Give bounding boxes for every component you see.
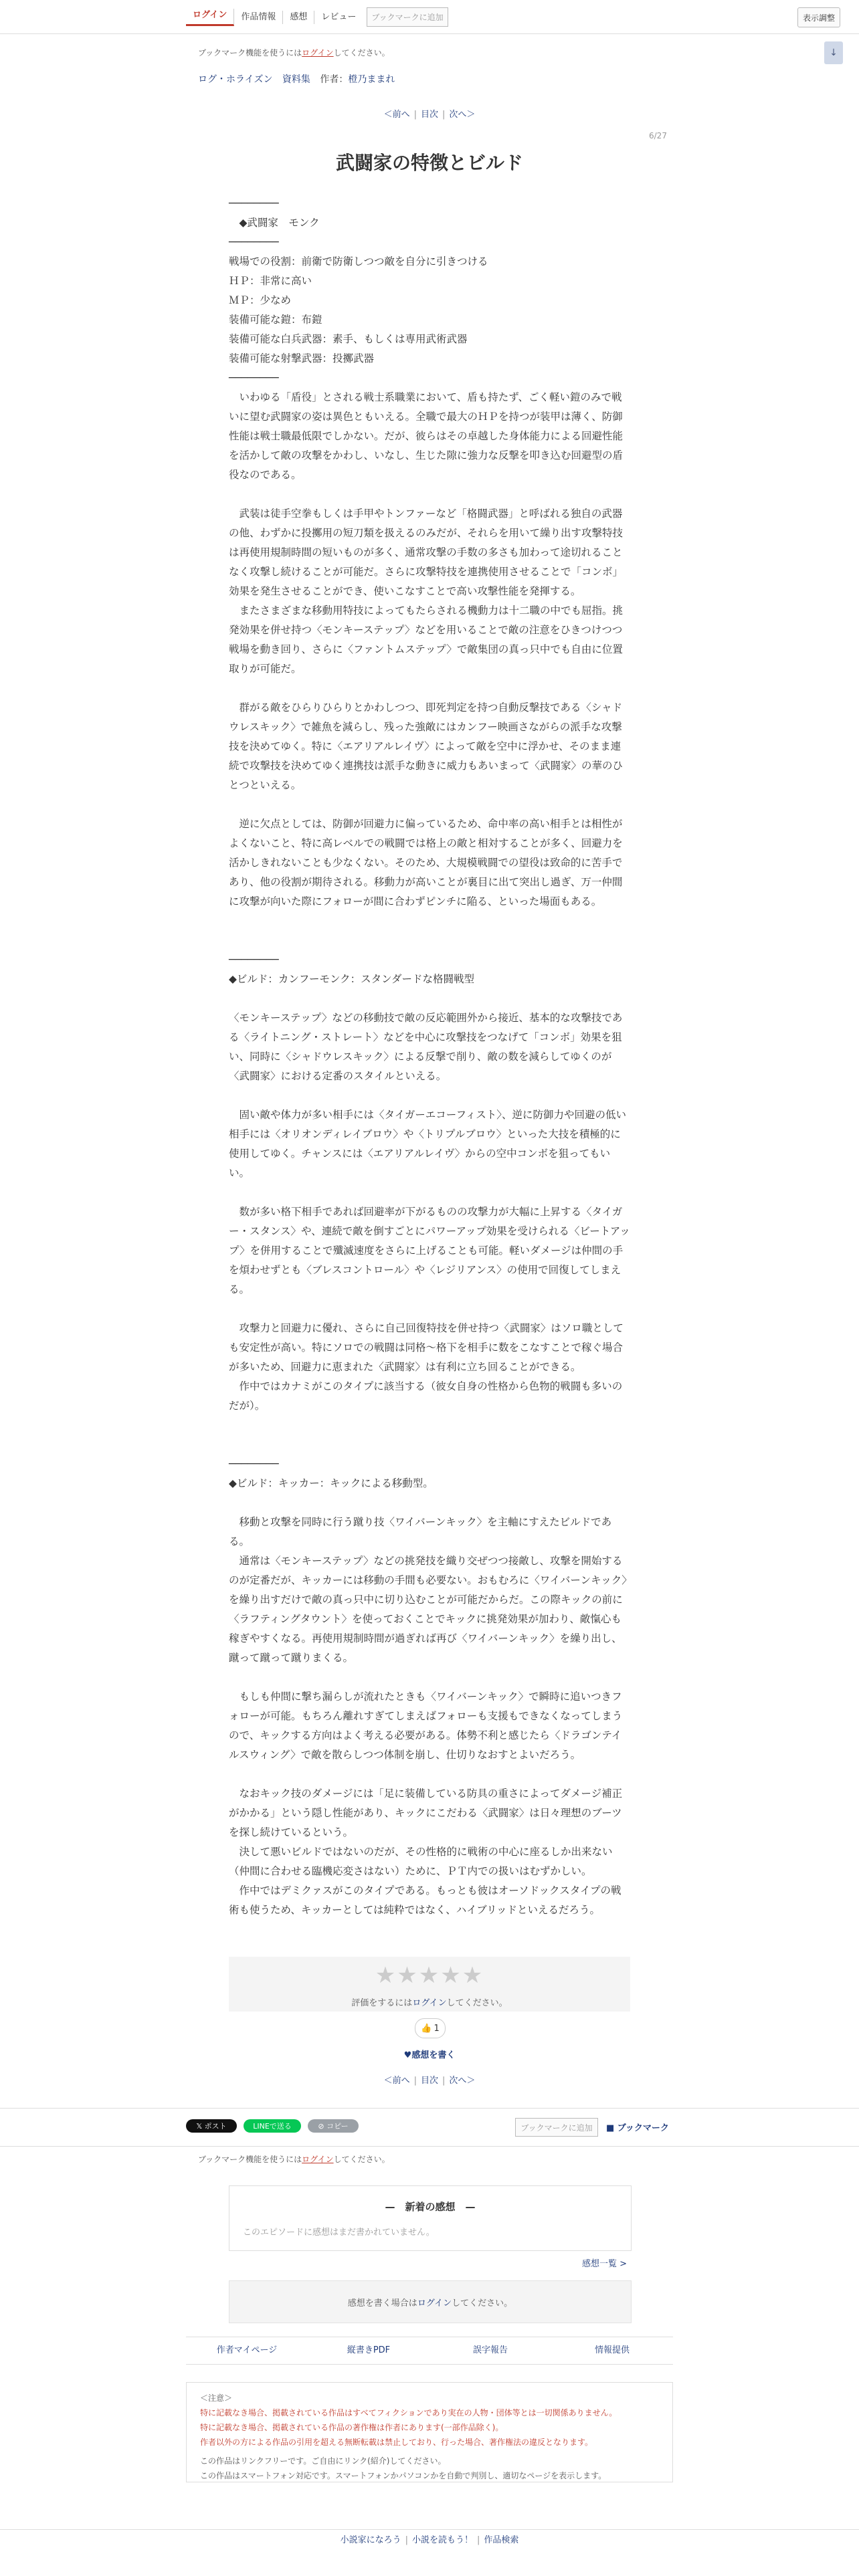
next-link[interactable]: 次へ＞: [449, 110, 476, 120]
body-paragraph: ◆ビルド：カンフーモンク：スタンダードな格闘戦型: [229, 973, 475, 985]
top-bar: [0, 0, 859, 34]
line-share-button[interactable]: LINEで送る: [244, 2119, 301, 2133]
body-paragraph: いわゆる「盾役」とされる戦士系職業において、盾も持たず、ごく軽い鎧のみで戦いに望む武闘家の姿は異色ともいえる。全職で最大のＨＰを持つが装甲は薄く、防御性能は戦士職最低限でしかない。だが、彼らはその卓越した身体能力による回避性能を活かして敵の攻撃をかわし、いなし、生じた隙に強力な反撃を叩き込む回避型の盾役なのである。: [229, 391, 624, 481]
bookmark-note-bottom: [198, 2153, 390, 2165]
rating-note-text: 評価をするには: [351, 1998, 413, 2008]
top-nav: [186, 7, 448, 27]
bottom-links: 小説家になろう | 小説を読もう！ | 作品検索: [0, 2529, 859, 2551]
bookmark-login-link-bottom[interactable]: ログイン: [302, 2155, 334, 2164]
author-link[interactable]: 橙乃ままれ: [348, 74, 395, 85]
body-paragraph: [229, 1416, 630, 1435]
body-paragraph: [229, 679, 630, 698]
body-paragraph: 群がる敵をひらりひらりとかわしつつ、即死判定を持つ自動反撃技である〈シャドウレスキック〉で雑魚を減らし、残った強敵にはカンフー映画さながらの派手な攻撃技を決めてゆく。特に〈エアリアルレイヴ〉によって敵を空中に浮かせ、そのまま連続で攻撃技を決めてゆく連携技は派手な動きに威力もあいまって〈武闘家〉の華のひとつといえる。: [229, 702, 624, 791]
body-paragraph: 攻撃力と回避力に優れ、さらに自己回復特技を併せ持つ〈武闘家〉はソロ職としても安定性が高い。特にソロでの戦闘は同格～格下を相手に数をこなすことで稼ぐ場合が多いため、回避力に恵まれた〈武闘家〉は有利に立ち回ることができる。 作中ではカナミがこのタイプに該当する（彼女自身の性格から色物的戦闘も多いのだが）。: [229, 1322, 624, 1412]
next-link-bottom[interactable]: 次へ＞: [449, 2076, 476, 2086]
body-paragraph: ────────: [229, 372, 279, 384]
nav-review[interactable]: レビュー: [321, 11, 357, 22]
prev-link[interactable]: ＜前へ: [383, 110, 410, 120]
impressions-empty: このエピソードに感想はまだ書かれていません。: [243, 2228, 435, 2238]
body-paragraph: ────────: [229, 197, 279, 209]
display-settings-button[interactable]: 表示調整: [797, 7, 840, 27]
page-title: 武闘家の特徴とビルド: [335, 152, 523, 174]
episode-count: 6/27: [649, 131, 667, 140]
body-paragraph: 戦場での役割：前衛で防衛しつつ敵を自分に引きつける ＨＰ：非常に高い ＭＰ：少なめ 装備可能な鎧：布鎧 装備可能な白兵武器：素手、もしくは専用武術武器 装備可能な射撃武器：投擲武器: [229, 255, 488, 364]
bookmark-login-link[interactable]: ログイン: [302, 48, 334, 58]
rating-note-text-end: してください。: [446, 1998, 508, 2008]
author-mypage-link[interactable]: 作者マイページ: [216, 2345, 278, 2355]
notice-line: 特に記載なき場合、掲載されている作品の著作権は作者にあります(一部作品除く)。: [200, 2423, 504, 2432]
thumbs-up-icon: 👍: [421, 2023, 432, 2034]
typo-report-link[interactable]: 誤字報告: [472, 2345, 508, 2355]
bookmark-link[interactable]: ■ ブックマーク: [606, 2123, 669, 2133]
body-paragraph: 武装は徒手空拳もしくは手甲やトンファーなど「格闘武器」と呼ばれる独自の武器の他、わずかに投擲用の短刀類を扱えるのみだが、それらを用いて繰り出す攻撃特技は再使用規制時間の短いものが多く、通常攻撃の手数の多さも加わって途切れることなく攻撃し続けることが可能だ。さらに攻撃特技を連携使用させることで「コンボ」効果を発生させることができ、使いこなすことで高い攻撃性能を発揮する。 またさまざまな移動用特技によってもたらされる機動力は十二職の中でも屈指。挑発効果を併せ持つ〈モンキーステップ〉などを用いることで敵の注意をひきつけつつ戦場を動き回り、さらに〈ファントムステップ〉で敵集団の真っ只中でも自由に位置取りが可能だ。: [229, 508, 624, 675]
like-button[interactable]: [415, 2018, 446, 2038]
bookmark-button-bottom[interactable]: ブックマークに追加: [515, 2118, 598, 2137]
nav-login[interactable]: ログイン: [186, 9, 234, 26]
body-paragraph: [229, 795, 630, 815]
footer-links: [186, 2337, 673, 2365]
body-paragraph: [229, 1086, 630, 1105]
bookmark-note-text: ブックマーク機能を使うには: [198, 48, 302, 58]
index-link-bottom[interactable]: 目次: [420, 2076, 438, 2086]
login-prompt-box: [229, 2280, 632, 2323]
x-post-button[interactable]: 𝕏 ポスト: [186, 2119, 237, 2133]
body-paragraph: ────────: [229, 954, 279, 966]
impressions-list-link[interactable]: 感想一覧 >: [582, 2259, 628, 2269]
yomou-link[interactable]: 小説を読もう！: [411, 2535, 473, 2545]
body-paragraph: [229, 1299, 630, 1319]
body-paragraph: 固い敵や体力が多い相手には〈タイガーエコーフィスト〉、逆に防御力や回避の低い相手には〈オリオンディレイブロウ〉や〈トリプルブロウ〉といった大技を積極的に使用してゆく。チャンスには〈エアリアルレイヴ〉からの空中コンボを狙ってもいい。: [229, 1109, 626, 1179]
rating-note: [229, 1996, 630, 2008]
login-prompt-text: 感想を書く場合は: [347, 2298, 417, 2309]
body-paragraph: 数が多い格下相手であれば回避率が下がるものの攻撃力が大幅に上昇する〈タイガー・スタンス〉や、連続で敵を倒すごとにパワーアップ効果を受けられる〈ビートアップ〉を併用することで殲滅速度をさらに上げることも可能。軽いダメージは仲間の手を煩わせずとも〈ブレスコントロール〉や〈レジリアンス〉の使用で回復してしまえる。: [229, 1206, 630, 1295]
body-paragraph: ◆ビルド：キッカー：キックによる移動型。: [229, 1477, 434, 1489]
impressions-title: — 新着の感想 —: [385, 2201, 476, 2213]
pager-bottom: ＜前へ | 目次 | 次へ＞: [383, 2076, 476, 2086]
notice-heading: ＜注意＞: [200, 2393, 233, 2403]
notice-line: この作品はリンクフリーです。ご自由にリンク(紹介)してください。: [200, 2456, 446, 2466]
body-paragraph: [229, 1668, 630, 1687]
login-prompt-text-end: してください。: [452, 2298, 513, 2309]
bookmark-note-text-end: してください。: [333, 48, 390, 58]
login-prompt: [229, 2296, 631, 2309]
rating-box: [229, 1957, 630, 2012]
like-count: 1: [434, 2023, 440, 2034]
notice-line: この作品はスマートフォン対応です。スマートフォンかパソコンかを自動で判別し、適切なページを表示します。: [200, 2471, 607, 2480]
write-review-link[interactable]: ♥感想を書く: [403, 2050, 456, 2060]
scroll-down-icon[interactable]: ↓: [824, 41, 843, 64]
pager-top: ＜前へ | 目次 | 次へ＞: [383, 110, 476, 120]
body-paragraph: 〈モンキーステップ〉などの移動技で敵の反応範囲外から接近、基本的な攻撃技である〈ライトニング・ストレート〉などを中心に攻撃技をつなげて「コンボ」効果を狙い、同時に〈シャドウレスキック〉による反撃で削り、敵の数を減らしてゆくのが〈武闘家〉における定番のスタイルといえる。: [229, 1012, 623, 1082]
series-link[interactable]: ログ・ホライズン: [198, 74, 273, 85]
body-paragraph: ────────: [229, 1458, 279, 1470]
bookmark-note-bottom-text: ブックマーク機能を使うには: [198, 2155, 302, 2164]
rating-login-link[interactable]: ログイン: [412, 1998, 447, 2008]
rating-stars[interactable]: ★★★★★: [375, 1962, 484, 1989]
bookmark-button[interactable]: ブックマークに追加: [367, 7, 448, 27]
body-paragraph: [229, 911, 630, 931]
info-provide-link[interactable]: 情報提供: [594, 2345, 630, 2355]
body-paragraph: [229, 989, 630, 1008]
search-link[interactable]: 作品検索: [484, 2535, 519, 2545]
body-paragraph: [229, 1435, 630, 1455]
body-paragraph: [229, 485, 630, 504]
body-paragraph: もしも仲間に撃ち漏らしが流れたときも〈ワイバーンキック〉で瞬時に追いつきフォローが可能。もちろん離れすぎてしまえばフォローも支援もできなくなってしまうので、キックする方向はよく考える必要がある。体勢不利と感じたら〈ドラゴンテイルスウィング〉で敵を散らしつつ体制を崩し、仕切りなおすとよいだろう。: [229, 1691, 623, 1761]
narou-link[interactable]: 小説家になろう: [340, 2535, 401, 2545]
body-paragraph: ────────: [229, 236, 279, 248]
notice-line: 特に記載なき場合、掲載されている作品はすべてフィクションであり実在の人物・団体等とは一切関係ありません。: [200, 2408, 617, 2418]
breadcrumb: [198, 72, 401, 86]
body-paragraph: [229, 1493, 630, 1513]
prev-link-bottom[interactable]: ＜前へ: [383, 2076, 410, 2086]
body-paragraph: [229, 931, 630, 950]
nav-impressions[interactable]: 感想: [283, 11, 314, 24]
body-paragraph: [229, 1183, 630, 1202]
section-link[interactable]: 資料集: [282, 74, 310, 85]
share-bar: [0, 2108, 859, 2147]
body-paragraph: 移動と攻撃を同時に行う蹴り技〈ワイバーンキック〉を主軸にすえたビルドである。 通常は〈モンキーステップ〉などの挑発技を織り交ぜつつ接敵し、攻撃を開始するのが定番だが、キッカーには移動の手間も必要ない。おもむろに〈ワイバーンキック〉を繰り出すだけで敵の真っ只中に切り込むことが可能だからだ。この際キックの前に〈ラフティングタウント〉を使っておくことでキックに挑発効果が加わり、敵愾心も稼ぎやすくなる。再使用規制時間が過ぎれば再び〈ワイバーンキック〉を繰り出し、蹴って蹴って蹴りまくる。: [229, 1516, 628, 1664]
body-paragraph: なおキック技のダメージには「足に装備している防具の重さによってダメージ補正がかかる」という隠し性能があり、キックにこだわる〈武闘家〉は日々理想のブーツを探し続けているという。 決して悪いビルドではないのだが、その性格的に戦術の中心に座るしか出来ない（仲間に合わせる臨機応変さはない）ために、ＰＴ内での扱いはむずかしい。 作中ではデミクァスがこのタイプである。もっとも彼はオーソドックスタイプの戦術も使うため、キッカーとしては純粋ではなく、ハイブリッドといえるだろう。: [229, 1788, 623, 1916]
index-link[interactable]: 目次: [420, 110, 438, 120]
body-paragraph: [229, 1765, 630, 1784]
login-prompt-link[interactable]: ログイン: [417, 2298, 452, 2309]
bookmark-note-bottom-text-end: してください。: [333, 2155, 390, 2164]
new-impressions-box: [229, 2185, 632, 2251]
nav-work-info[interactable]: 作品情報: [234, 11, 283, 24]
body-paragraph: 逆に欠点としては、防御が回避力に偏っているため、命中率の高い相手とは相性がよくないこと、特に高レベルでの戦闘では格上の敵と相対することが多く、回避力を活かしきれないことも少なくない。そのため、大規模戦闘での望役は致命的に苦手であり、他の役割が期待される。移動力が高いことが裏目に出て突出し過ぎ、万一仲間に攻撃が向いた際にフォローが間に合わずピンチに陥る、といった場面もある。: [229, 818, 623, 907]
bookmark-note: [198, 47, 390, 58]
author-label: 作者：: [320, 74, 349, 85]
notice-box: [186, 2382, 673, 2482]
episode-body: [229, 194, 630, 1920]
notice-line: 作者以外の方による作品の引用を超える無断転載は禁止しており、行った場合、著作権法の違反となります。: [200, 2438, 593, 2447]
body-paragraph: ◆武闘家 モンク: [229, 217, 320, 229]
copy-button[interactable]: ⊘ コピー: [308, 2119, 359, 2133]
vertical-pdf-link[interactable]: 縦書きPDF: [347, 2345, 391, 2355]
